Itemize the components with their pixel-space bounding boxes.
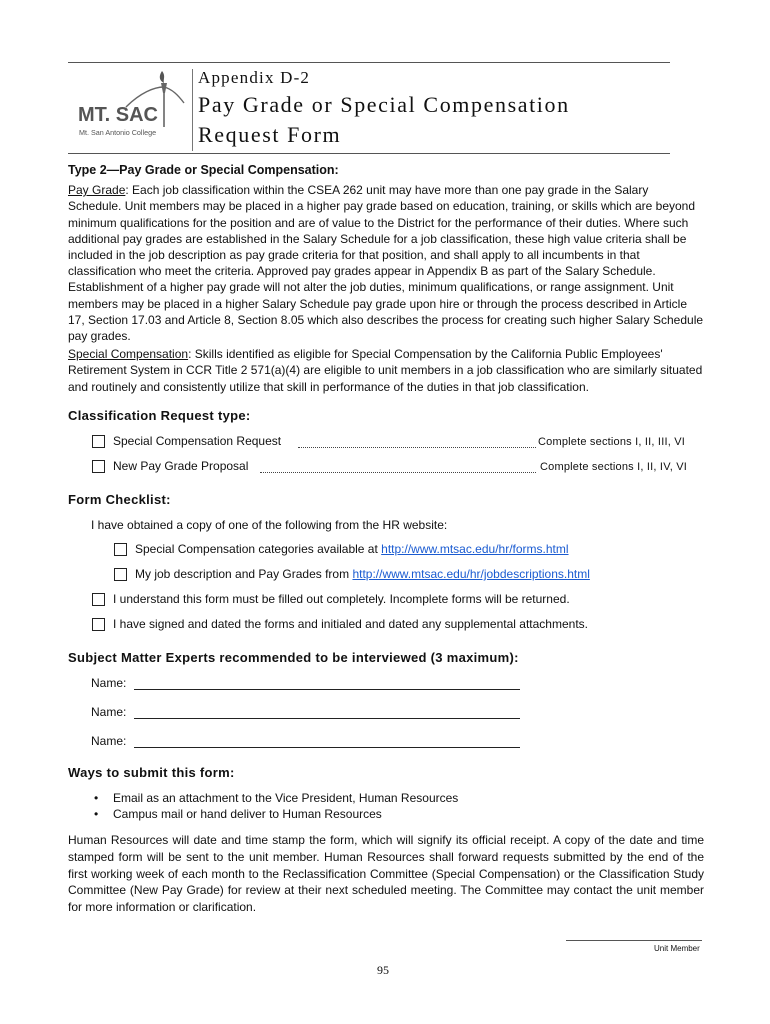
leader-dots xyxy=(260,472,536,473)
leader-dots xyxy=(298,447,536,448)
option-label: Special Compensation Request xyxy=(113,434,282,448)
special-comp-term: Special Compensation xyxy=(68,347,189,362)
pay-grade-term: Pay Grade xyxy=(68,183,126,198)
name-label: Name: xyxy=(91,734,127,748)
checkbox[interactable] xyxy=(114,543,127,556)
closing-paragraph: Human Resources will date and time stamp the form, which will signify its official receipt. A copy of the date and time stamped form will be sent to the unit member. Human Resources shall forward requests submitted by the end of the first working week of each month to the Reclassification Committee (Special Compensation) or the Classification Study Committee (New Pay Grade) for review at their next scheduled meeting. The Committee may contact the unit member for more information or clarification. xyxy=(68,833,704,915)
title-block xyxy=(198,67,570,149)
checkbox[interactable] xyxy=(114,568,127,581)
classification-heading: Classification Request type: xyxy=(68,408,251,423)
page-number: 95 xyxy=(377,963,389,977)
checklist-sub-item[interactable] xyxy=(114,542,569,556)
new-pay-grade-checkbox[interactable] xyxy=(92,460,105,473)
name-field-3[interactable] xyxy=(134,747,520,748)
checklist-item[interactable] xyxy=(92,592,570,606)
form-title-line-1: Pay Grade or Special Compensation xyxy=(198,92,570,117)
checklist-item-text: I have signed and dated the forms and initialed and dated any supplemental attachments. xyxy=(113,617,588,631)
forms-link[interactable]: http://www.mtsac.edu/hr/forms.html xyxy=(381,542,569,556)
type2-heading: Type 2—Pay Grade or Special Compensation: xyxy=(68,163,339,177)
option-label: New Pay Grade Proposal xyxy=(113,459,249,473)
ways-heading: Ways to submit this form: xyxy=(68,765,235,780)
option-new-pay-grade[interactable] xyxy=(92,459,248,473)
special-comp-paragraph xyxy=(68,346,704,395)
name-field-2[interactable] xyxy=(134,718,520,719)
job-descriptions-link[interactable]: http://www.mtsac.edu/hr/jobdescriptions.html xyxy=(352,567,590,581)
signature-label: Unit Member xyxy=(654,944,700,953)
checklist-sub-item[interactable] xyxy=(114,567,590,581)
header-divider xyxy=(192,69,193,151)
sub-item-text: Special Compensation categories available at xyxy=(135,542,378,556)
form-header xyxy=(68,62,670,154)
submit-methods-list xyxy=(94,790,458,822)
special-comp-text: : Skills identified as eligible for Special Compensation by the California Public Employees' Retirement System in CCR Title 2 571(a)(4) are eligible to unit members in a job classification who are similarly situated and routinely and consistently utilize that skill in performance of the duties in that job classification. xyxy=(68,347,703,394)
pay-grade-text: : Each job classification within the CSEA 262 unit may have more than one pay grade in the Salary Schedule. Unit members may be placed in a higher pay grade based on education, training, or skills which are beyond minimum qualifications for the position and are of value to the District for the performance of their duties. Where such additional pay grades are established in the Salary Schedule for a job classification, these high value criteria shall be included in the job description as pay grade criteria for that position, and shall apply to all incumbents in that classification who meet the criteria. Approved pay grades appear in Appendix B as part of the Salary Schedule. Establishment of a higher pay grade will not alter the job duties, minimum qualifications, or range assignment. Unit members may be placed in a higher Salary Schedule pay grade upon hire or through the process described in Article 17, Section 17.03 and Article 8, Section 8.05 which also describes the process for creating such higher Salary Schedule pay grades. xyxy=(68,183,704,344)
list-item: • Email as an attachment to the Vice President, Human Resources xyxy=(94,790,458,806)
checklist-item-text: I understand this form must be filled out completely. Incomplete forms will be returned. xyxy=(113,592,570,606)
pay-grade-paragraph xyxy=(68,182,704,344)
option-note: Complete sections I, II, III, VI xyxy=(538,436,686,448)
appendix-label: Appendix D-2 xyxy=(198,68,311,87)
list-item: • Campus mail or hand deliver to Human Resources xyxy=(94,806,458,822)
checkbox[interactable] xyxy=(92,618,105,631)
form-title-line-2: Request Form xyxy=(198,122,342,147)
logo-wordmark: MT. SAC xyxy=(78,104,158,126)
mtsac-logo xyxy=(68,63,188,155)
signature-line[interactable] xyxy=(566,940,702,941)
sub-item-text: My job description and Pay Grades from xyxy=(135,567,350,581)
option-note: Complete sections I, II, IV, VI xyxy=(540,461,688,473)
checklist-item[interactable] xyxy=(92,617,588,631)
name-label: Name: xyxy=(91,705,127,719)
type2-section xyxy=(68,162,704,395)
checklist-heading: Form Checklist: xyxy=(68,492,171,507)
name-label: Name: xyxy=(91,676,127,690)
sme-heading: Subject Matter Experts recommended to be interviewed (3 maximum): xyxy=(68,650,519,665)
checklist-intro: I have obtained a copy of one of the following from the HR website: xyxy=(91,518,448,532)
option-special-compensation[interactable] xyxy=(92,434,281,448)
checkbox[interactable] xyxy=(92,593,105,606)
logo-subtitle: Mt. San Antonio College xyxy=(79,128,157,137)
special-compensation-checkbox[interactable] xyxy=(92,435,105,448)
name-field-1[interactable] xyxy=(134,689,520,690)
